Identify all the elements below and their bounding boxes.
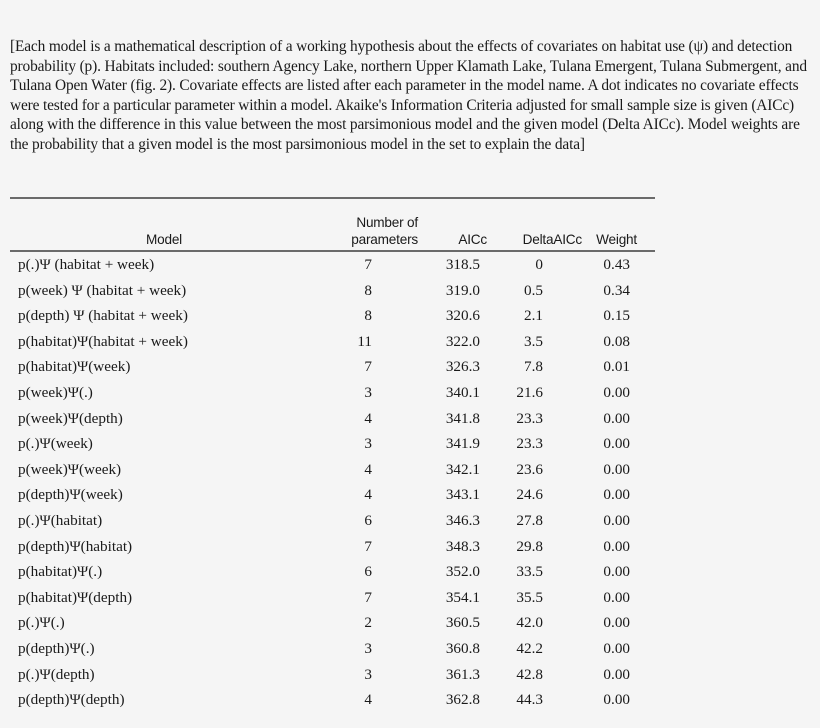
cell-model: p(habitat)Ψ(week): [18, 358, 131, 376]
cell-weight: 0.00: [603, 486, 630, 504]
table-caption: [Each model is a mathematical description of a working hypothesis about the effects of covariates on habitat use (ψ) and detection probability (p). Habitats included: southern Agency Lake, northern Upper Klamath Lake, Tulana Emergent, Tulana Submergent, and Tulana Open Water (fig. 2). Covariate effects are listed after each parameter in the model name. A dot indicates no covariate effects were tested for a particular parameter within a model. Akaike's Information Criteria adjusted for small sample size is given (AICc) along with the difference in this value between the most parsimonious model and the given model (Delta AICc). Model weights are the probability that a given model is the most parsimonious model in the set to explain the data]: [10, 38, 807, 153]
cell-delta-aicc: 42.0: [516, 614, 543, 632]
cell-number-of-parameters: 3: [364, 435, 372, 453]
table-header-row: [10, 199, 655, 251]
cell-aicc: 354.1: [445, 588, 480, 606]
header-aicc: AICc: [422, 199, 490, 251]
cell-delta-aicc: 27.8: [516, 511, 543, 529]
cell-delta-aicc: 42.8: [516, 665, 543, 683]
cell-model: p(.)Ψ(.): [18, 614, 65, 632]
header-weight: Weight: [586, 199, 655, 251]
cell-model: p(habitat)Ψ(habitat + week): [18, 332, 188, 350]
cell-number-of-parameters: 4: [364, 486, 372, 504]
table-row: [10, 457, 655, 483]
cell-weight: 0.43: [603, 256, 630, 273]
cell-aicc: 322.0: [445, 332, 480, 350]
cell-number-of-parameters: 2: [364, 614, 372, 632]
cell-aicc: 340.1: [445, 383, 480, 401]
cell-number-of-parameters: 6: [364, 511, 372, 529]
table-row: [10, 329, 655, 355]
cell-aicc: 342.1: [445, 460, 480, 478]
cell-model: p(week)Ψ(week): [18, 460, 122, 478]
cell-aicc: 352.0: [445, 563, 480, 581]
cell-weight: 0.34: [603, 281, 630, 299]
cell-number-of-parameters: 3: [364, 665, 372, 683]
cell-number-of-parameters: 7: [364, 256, 372, 273]
cell-aicc: 360.8: [445, 639, 480, 657]
cell-delta-aicc: 42.2: [516, 639, 543, 657]
cell-model: p(depth)Ψ(depth): [18, 691, 125, 709]
cell-number-of-parameters: 4: [364, 460, 372, 478]
cell-weight: 0.00: [603, 691, 630, 709]
cell-number-of-parameters: 4: [364, 409, 372, 427]
cell-weight: 0.00: [603, 639, 630, 657]
cell-number-of-parameters: 8: [364, 281, 372, 299]
cell-delta-aicc: 7.8: [524, 358, 543, 376]
table-row: [10, 251, 655, 278]
cell-model: p(depth)Ψ(week): [18, 486, 123, 504]
cell-model: p(depth)Ψ(.): [18, 639, 95, 657]
cell-aicc: 318.5: [445, 256, 480, 273]
table-row: [10, 278, 655, 304]
table-body: [10, 251, 655, 713]
cell-weight: 0.00: [603, 409, 630, 427]
model-selection-table-container: [10, 197, 655, 713]
cell-weight: 0.00: [603, 383, 630, 401]
cell-delta-aicc: 33.5: [516, 563, 543, 581]
table-row: [10, 354, 655, 380]
cell-model: p(week)Ψ(depth): [18, 409, 123, 427]
cell-aicc: 348.3: [445, 537, 480, 555]
cell-number-of-parameters: 4: [364, 691, 372, 709]
cell-aicc: 341.9: [445, 435, 480, 453]
cell-delta-aicc: 44.3: [516, 691, 543, 709]
cell-number-of-parameters: 7: [364, 358, 372, 376]
cell-delta-aicc: 2.1: [524, 307, 543, 325]
cell-model: p(.)Ψ (habitat + week): [18, 256, 155, 273]
cell-delta-aicc: 21.6: [516, 383, 543, 401]
table-row: [10, 610, 655, 636]
table-row: [10, 303, 655, 329]
table-row: [10, 559, 655, 585]
cell-weight: 0.00: [603, 665, 630, 683]
cell-model: p(habitat)Ψ(.): [18, 563, 103, 581]
cell-delta-aicc: 3.5: [524, 332, 543, 350]
table-row: [10, 687, 655, 713]
cell-weight: 0.01: [603, 358, 630, 376]
cell-number-of-parameters: 8: [364, 307, 372, 325]
cell-model: p(.)Ψ(week): [18, 435, 93, 453]
cell-model: p(week)Ψ(.): [18, 383, 93, 401]
cell-model: p(depth)Ψ(habitat): [18, 537, 133, 555]
table-row: [10, 662, 655, 688]
cell-delta-aicc: 23.3: [516, 435, 543, 453]
cell-aicc: 320.6: [445, 307, 480, 325]
cell-weight: 0.08: [603, 332, 630, 350]
cell-weight: 0.00: [603, 537, 630, 555]
cell-number-of-parameters: 3: [364, 383, 372, 401]
table-row: [10, 482, 655, 508]
cell-number-of-parameters: 7: [364, 537, 372, 555]
cell-aicc: 326.3: [445, 358, 480, 376]
cell-aicc: 341.8: [445, 409, 480, 427]
cell-weight: 0.00: [603, 511, 630, 529]
cell-number-of-parameters: 3: [364, 639, 372, 657]
table-row: [10, 431, 655, 457]
cell-model: p(.)Ψ(habitat): [18, 511, 103, 529]
cell-number-of-parameters: 6: [364, 563, 372, 581]
table-row: [10, 636, 655, 662]
cell-delta-aicc: 0: [535, 256, 543, 273]
cell-weight: 0.15: [603, 307, 630, 325]
table-row: [10, 534, 655, 560]
cell-delta-aicc: 35.5: [516, 588, 543, 606]
cell-delta-aicc: 24.6: [516, 486, 543, 504]
cell-aicc: 319.0: [445, 281, 480, 299]
cell-delta-aicc: 29.8: [516, 537, 543, 555]
header-delta-aicc: DeltaAICc: [490, 199, 586, 251]
table-row: [10, 406, 655, 432]
model-selection-table: [10, 199, 655, 713]
cell-model: p(habitat)Ψ(depth): [18, 588, 133, 606]
cell-delta-aicc: 23.6: [516, 460, 543, 478]
table-row: [10, 380, 655, 406]
cell-weight: 0.00: [603, 460, 630, 478]
header-nparams-line2: parameters: [351, 232, 418, 247]
cell-weight: 0.00: [603, 435, 630, 453]
cell-aicc: 361.3: [445, 665, 480, 683]
cell-number-of-parameters: 11: [357, 332, 372, 350]
cell-aicc: 360.5: [445, 614, 480, 632]
cell-weight: 0.00: [603, 588, 630, 606]
cell-aicc: 346.3: [445, 511, 480, 529]
cell-aicc: 362.8: [445, 691, 480, 709]
header-number-of-parameters: [302, 199, 422, 251]
cell-model: p(week) Ψ (habitat + week): [18, 281, 187, 299]
cell-delta-aicc: 23.3: [516, 409, 543, 427]
table-row: [10, 508, 655, 534]
cell-delta-aicc: 0.5: [524, 281, 543, 299]
table-row: [10, 585, 655, 611]
header-nparams-line1: Number of: [356, 215, 418, 230]
cell-aicc: 343.1: [445, 486, 480, 504]
cell-weight: 0.00: [603, 563, 630, 581]
header-model: Model: [10, 199, 302, 251]
cell-number-of-parameters: 7: [364, 588, 372, 606]
cell-weight: 0.00: [603, 614, 630, 632]
cell-model: p(depth) Ψ (habitat + week): [18, 307, 188, 325]
cell-model: p(.)Ψ(depth): [18, 665, 95, 683]
